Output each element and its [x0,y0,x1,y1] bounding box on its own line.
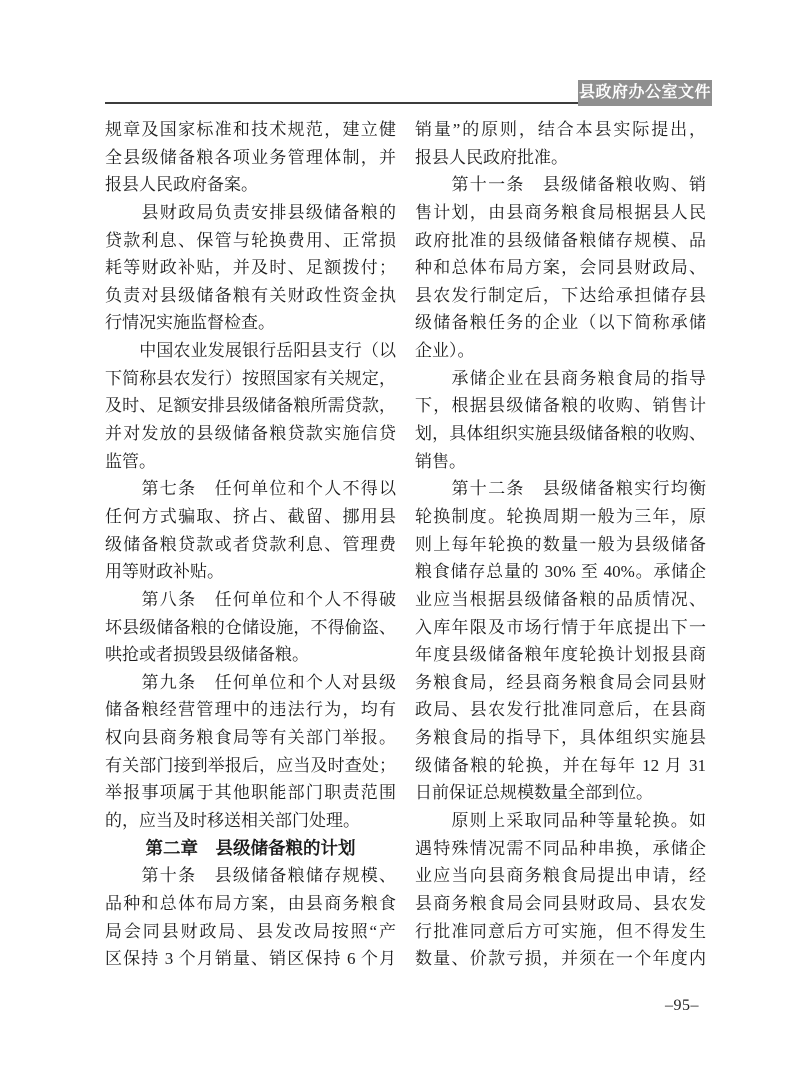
text-line: 贷款利息、保管与轮换费用、正常损 [105,230,396,250]
text-column-left [105,116,396,973]
text-line: 行情况实施监督检查。 [105,313,275,333]
text-line: 储备粮经营管理中的违法行为，均有 [105,700,396,720]
text-line: 第八条 任何单位和个人不得破 [105,589,396,609]
text-line: 入库年限及市场行情于年底提出下一 [415,617,706,637]
text-line: 政府批准的县级储备粮储存规模、品 [415,230,706,250]
text-column-right [415,116,706,973]
text-line: 及时、足额安排县级储备粮所需贷款， [105,396,396,416]
text-line: 销量”的原则，结合本县实际提出， [415,120,706,139]
text-line: 遇特殊情况需不同品种串换，承储企 [415,838,706,858]
text-line: 负责对县级储备粮有关财政性资金执 [105,285,396,305]
text-line: 业应当根据县级储备粮的品质情况、 [415,589,706,609]
text-line: 数量、价款亏损，并须在一个年度内 [415,949,706,969]
text-line: 县财政局负责安排县级储备粮的 [105,202,396,222]
text-line: 任何方式骗取、挤占、截留、挪用县 [105,506,396,526]
text-line: 级储备粮的轮换，并在每年 12 月 31 [415,755,706,775]
text-line: 品种和总体布局方案，由县商务粮食 [105,893,396,913]
chapter-heading: 第二章 县级储备粮的计划 [145,837,356,858]
text-line: 下简称县农发行）按照国家有关规定， [105,368,396,388]
text-line: 权向县商务粮食局等有关部门举报。 [105,728,396,748]
text-line: 中国农业发展银行岳阳县支行（以 [105,341,396,361]
text-line: 局会同县财政局、县发改局按照“产 [105,921,396,941]
text-line: 第七条 任何单位和个人不得以 [105,479,396,499]
document-body [105,116,706,973]
text-line: 哄抢或者损毁县级储备粮。 [105,645,309,665]
text-line: 级储备粮任务的企业（以下简称承储 [415,313,706,333]
text-line: 承储企业在县商务粮食局的指导 [415,368,706,388]
page-number: –95– [665,997,699,1014]
header-doc-label: 县政府办公室文件 [578,80,712,106]
text-line: 全县级储备粮各项业务管理体制，并 [105,147,396,167]
text-line: 坏县级储备粮的仓储设施，不得偷盗、 [105,617,396,637]
text-line: 企业）。 [415,341,475,361]
text-line: 举报事项属于其他职能部门职责范围 [105,783,396,803]
text-line: 务粮食局，经县商务粮食局会同县财 [415,672,706,692]
text-line: 务粮食局的指导下，具体组织实施县 [415,728,706,748]
text-line: 种和总体布局方案，会同县财政局、 [415,258,706,278]
text-line: 耗等财政补贴，并及时、足额拨付； [105,258,396,278]
text-line: 第十二条 县级储备粮实行均衡 [415,479,706,499]
text-line: 报县人民政府批准。 [415,147,568,167]
text-line: 下，根据县级储备粮的收购、销售计 [415,396,706,416]
text-line: 政局、县农发行批准同意后，在县商 [415,700,706,720]
text-line: 业应当向县商务粮食局提出申请，经 [415,866,706,886]
text-line: 报县人民政府备案。 [105,175,258,195]
text-line: 用等财政补贴。 [105,562,224,582]
text-line: 日前保证总规模数量全部到位。 [415,783,653,803]
text-line: 轮换制度。轮换周期一般为三年，原 [415,506,706,526]
text-line: 区保持 3 个月销量、销区保持 6 个月 [105,949,396,969]
text-line: 县商务粮食局会同县财政局、县农发 [415,893,706,913]
text-line: 粮食储存总量的 30% 至 40%。承储企 [415,562,706,582]
text-line: 第十条 县级储备粮储存规模、 [105,866,396,886]
text-line: 行批准同意后方可实施，但不得发生 [415,921,706,941]
text-line: 县农发行制定后，下达给承担储存县 [415,285,706,305]
text-line: 规章及国家标准和技术规范，建立健 [105,120,396,139]
text-line: 销售。 [415,451,466,471]
text-line: 监管。 [105,451,156,471]
text-line: 有关部门接到举报后，应当及时查处； [105,755,396,775]
text-line: 划，具体组织实施县级储备粮的收购、 [415,424,706,444]
text-line: 原则上采取同品种等量轮换。如 [415,811,706,831]
text-line: 年度县级储备粮年度轮换计划报县商 [415,645,706,665]
text-line: 则上每年轮换的数量一般为县级储备 [415,534,706,554]
text-line: 第九条 任何单位和个人对县级 [105,672,396,692]
text-line: 第十一条 县级储备粮收购、销 [415,175,706,195]
text-line: 的，应当及时移送相关部门处理。 [105,811,360,831]
text-line: 并对发放的县级储备粮贷款实施信贷 [105,424,396,444]
text-line: 售计划，由县商务粮食局根据县人民 [415,202,706,222]
text-line: 级储备粮贷款或者贷款利息、管理费 [105,534,396,554]
